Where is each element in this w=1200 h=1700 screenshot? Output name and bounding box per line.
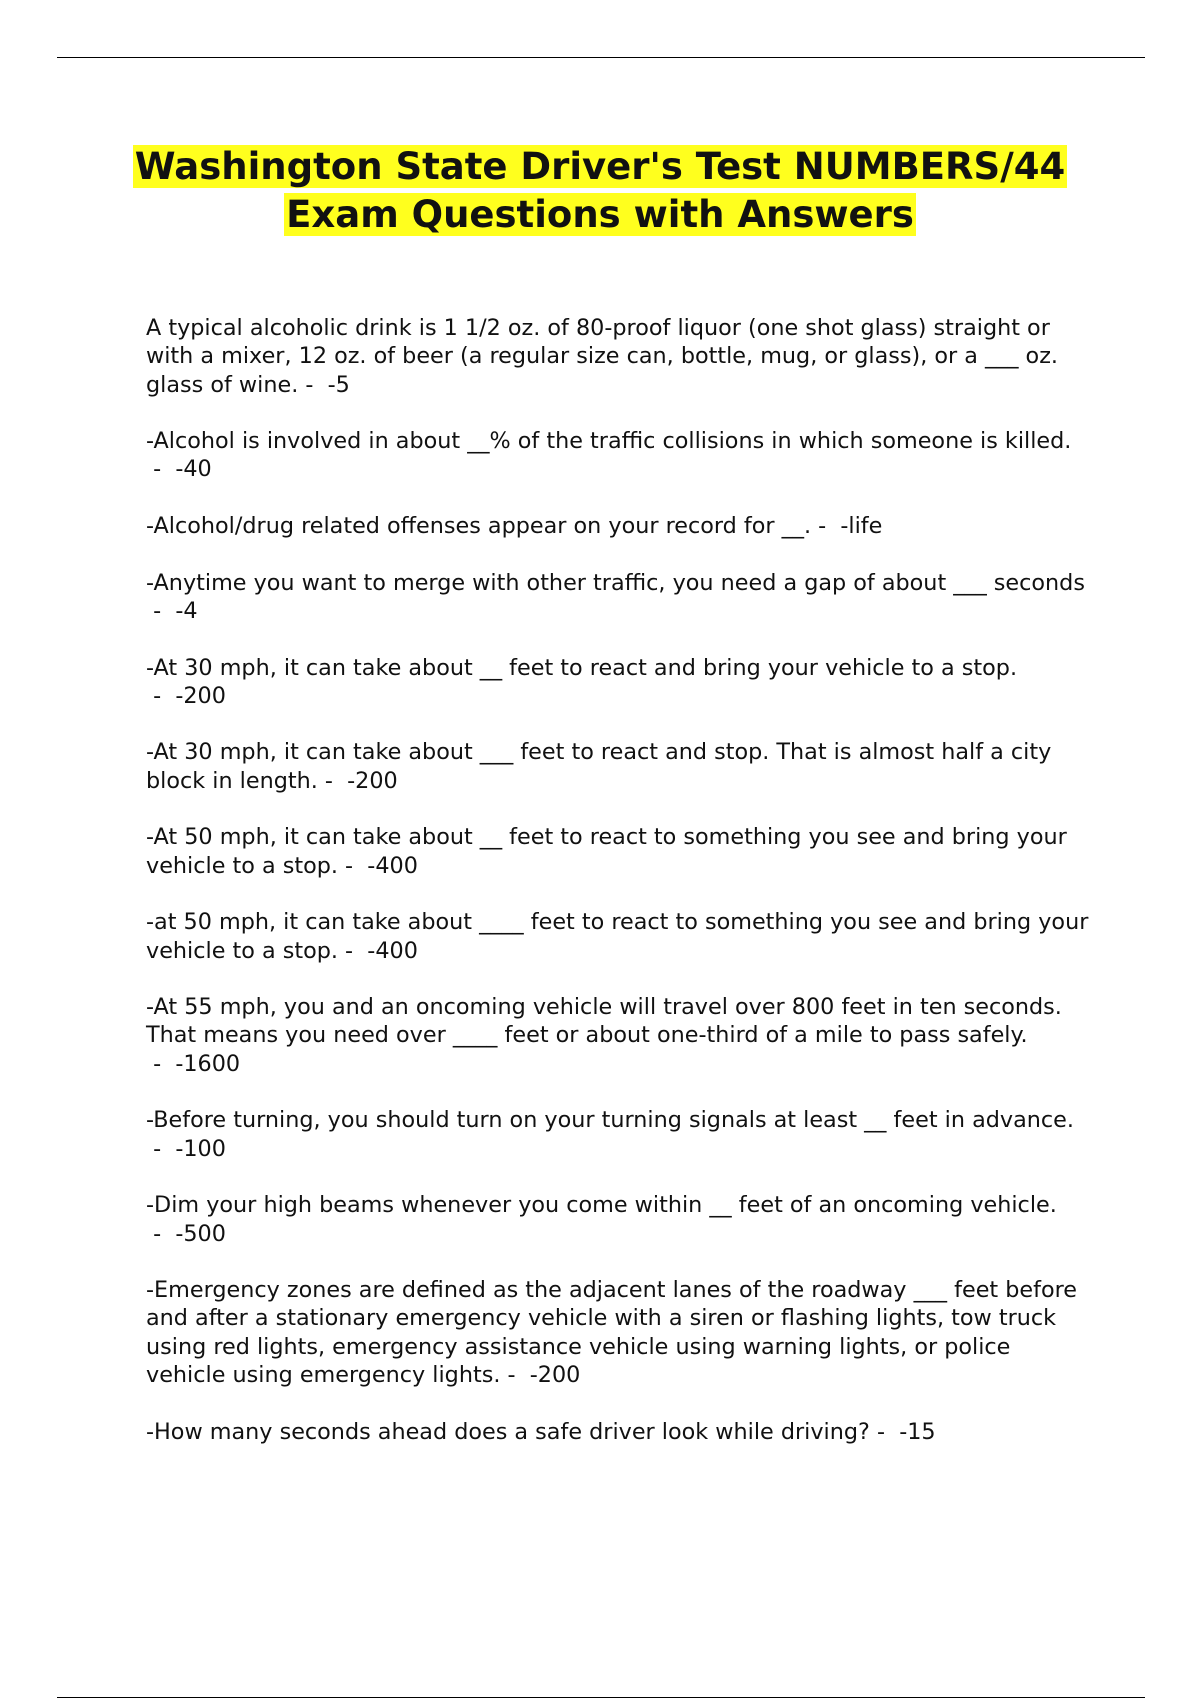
question-text: -Dim your high beams whenever you come within __ feet of an oncoming vehicle. [146, 1192, 1057, 1219]
question-item: -Alcohol/drug related offenses appear on your record for __. - -life [146, 513, 883, 540]
question-text: -Alcohol/drug related offenses appear on your record for __. [146, 513, 812, 540]
question-text: -At 55 mph, you and an oncoming vehicle will travel over 800 feet in ten seconds. That means you need over ____ feet or about one-third of a mile to pass safely. [146, 994, 1062, 1049]
question-item: -Emergency zones are defined as the adjacent lanes of the roadway ___ feet before and after a stationary emergency vehicle with a siren or flashing lights, tow truck using red lights, emergency assistance vehicle using warning lights, or police vehicle using emergency lights. - -200 [146, 1277, 1077, 1388]
question-text: -at 50 mph, it can take about ____ feet to react to something you see and bring your vehicle to a stop. [146, 909, 1089, 964]
answer-text: -life [840, 513, 883, 540]
answer-text: -15 [899, 1418, 936, 1445]
question-text: -How many seconds ahead does a safe driver look while driving? [146, 1418, 870, 1445]
question-text: -Alcohol is involved in about __% of the traffic collisions in which someone is killed. [146, 428, 1072, 455]
question-item: -At 30 mph, it can take about __ feet to react and bring your vehicle to a stop. - -200 [146, 654, 1018, 709]
top-rule [57, 57, 1145, 58]
answer-text: -4 [175, 597, 198, 624]
question-text: A typical alcoholic drink is 1 1/2 oz. of 80-proof liquor (one shot glass) straight or with a mixer, 12 oz. of beer (a regular size can, bottle, mug, or glass), or a ___ oz. glass of wine. [146, 315, 1058, 398]
question-text: -At 50 mph, it can take about __ feet to react to something you see and bring your vehicle to a stop. [146, 824, 1067, 879]
question-text: -At 30 mph, it can take about ___ feet to react and stop. That is almost half a city block in length. [146, 739, 1052, 794]
question-text: -Emergency zones are defined as the adjacent lanes of the roadway ___ feet before and after a stationary emergency vehicle with a siren or flashing lights, tow truck using red lights, emergency assistance vehicle using warning lights, or police vehicle using emergency lights. [146, 1277, 1077, 1388]
question-item: -at 50 mph, it can take about ____ feet to react to something you see and bring your vehicle to a stop. - -400 [146, 909, 1089, 964]
question-item: -At 30 mph, it can take about ___ feet to react and stop. That is almost half a city block in length. - -200 [146, 739, 1052, 794]
answer-text: -200 [529, 1361, 581, 1388]
question-item: -How many seconds ahead does a safe driver look while driving? - -15 [146, 1418, 936, 1445]
answer-text: -200 [347, 767, 398, 794]
question-item: -At 55 mph, you and an oncoming vehicle will travel over 800 feet in ten seconds. That means you need over ____ feet or about one-third of a mile to pass safely. - -1600 [146, 994, 1062, 1077]
answer-text: -400 [367, 937, 418, 964]
answer-text: -400 [367, 852, 418, 879]
answer-text: -5 [327, 371, 350, 398]
page-title [100, 143, 1100, 239]
answer-text: -200 [175, 682, 226, 709]
question-text: -Before turning, you should turn on your turning signals at least __ feet in advance. [146, 1107, 1074, 1134]
question-text: -Anytime you want to merge with other traffic, you need a gap of about ___ seconds [146, 569, 1085, 596]
title-highlight: Washington State Driver's Test NUMBERS/44 Exam Questions with Answers [134, 145, 1066, 236]
question-item: -Before turning, you should turn on your turning signals at least __ feet in advance. - -100 [146, 1107, 1074, 1162]
question-item: -Alcohol is involved in about __% of the traffic collisions in which someone is killed. - -40 [146, 428, 1072, 483]
question-list [146, 314, 1096, 1474]
question-item: -Dim your high beams whenever you come within __ feet of an oncoming vehicle. - -500 [146, 1192, 1057, 1247]
bottom-rule [57, 1697, 1145, 1698]
answer-text: -1600 [175, 1050, 241, 1077]
answer-text: -100 [175, 1135, 226, 1162]
question-item: -At 50 mph, it can take about __ feet to react to something you see and bring your vehicle to a stop. - -400 [146, 824, 1067, 879]
answer-text: -40 [175, 456, 212, 483]
question-item: -Anytime you want to merge with other traffic, you need a gap of about ___ seconds - -4 [146, 569, 1085, 624]
answer-text: -500 [175, 1220, 226, 1247]
question-item: A typical alcoholic drink is 1 1/2 oz. of 80-proof liquor (one shot glass) straight or with a mixer, 12 oz. of beer (a regular size can, bottle, mug, or glass), or a ___ oz. glass of wine. - -5 [146, 315, 1058, 398]
question-text: -At 30 mph, it can take about __ feet to react and bring your vehicle to a stop. [146, 654, 1018, 681]
